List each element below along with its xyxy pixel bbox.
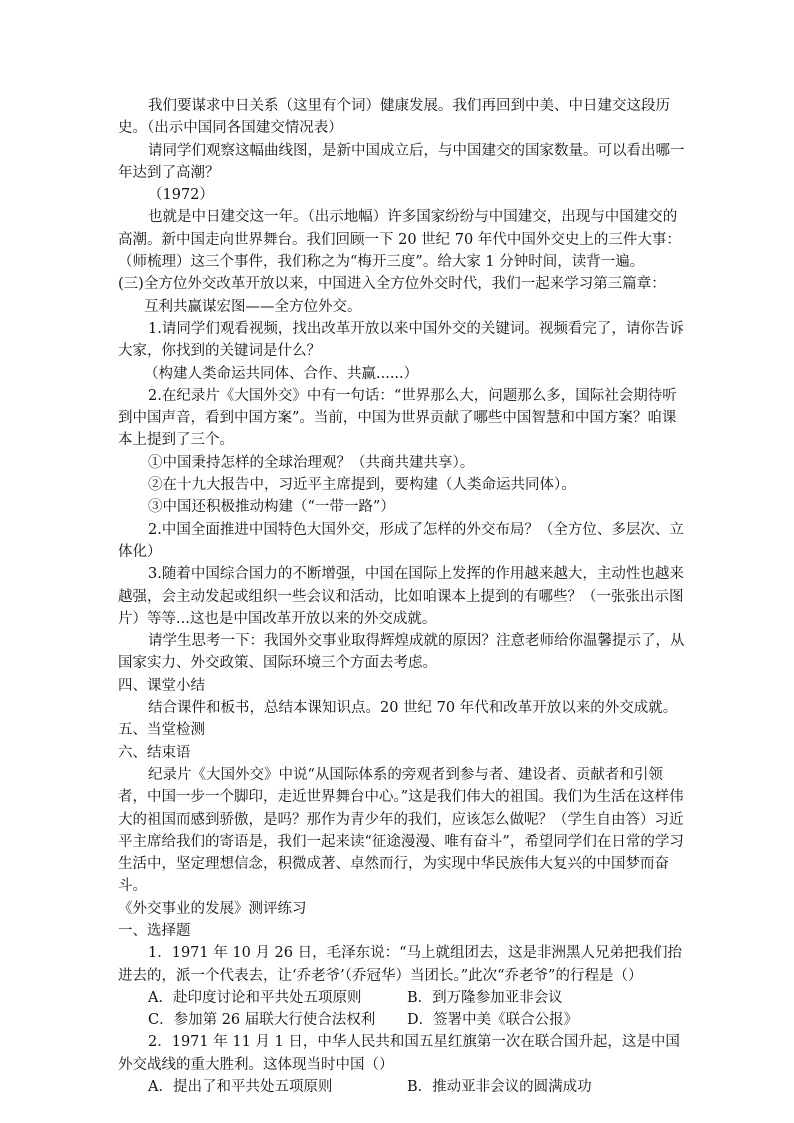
paragraph: 请同学们观察这幅曲线图，是新中国成立后，与中国建交的国家数量。可以看出哪一年达到了高潮？ (118, 142, 685, 181)
paragraph: （构建人类命运共同体、合作、共赢......） (144, 365, 419, 382)
option-d: D．签署中美《联合公报》 (407, 1012, 579, 1029)
paragraph: 2.在纪录片《大国外交》中有一句话：“世界那么大，问题那么多，国际社会期待听到中国声音，看到中国方案”。当前，中国为世界贡献了哪些中国智慧和中国方案？咱课本上提到了三个。 (118, 387, 677, 449)
paragraph: 也就是中日建交这一年。（出示地幅）许多国家纷纷与中国建交，出现与中国建交的高潮。新中国走向世界舞台。我们回顾一下 20 世纪 70 年代中国外交史上的三件大事：（师梳理）这三个事件，我们称之为“梅开三度”。给大家 1 分钟时间，读背一遍。 (118, 209, 681, 271)
paragraph: 我们要谋求中日关系（这里有个词）健康发展。我们再回到中美、中日建交这段历史。（出示中国同各国建交情况表） (118, 98, 670, 137)
option-row (118, 1076, 686, 1098)
option-b: B．推动亚非会议的圆满成功 (407, 1079, 592, 1096)
paragraph: 请学生思考一下：我国外交事业取得辉煌成就的原因？注意老师给你温馨提示了，从国家实力、外交政策、国际环境三个方面去考虑。 (118, 633, 685, 672)
paragraph: 结合课件和板书，总结本课知识点。20 世纪 70 年代和改革开放以来的外交成就。五、当堂检测 (118, 700, 678, 739)
paragraph: 互利共赢谋宏图——全方位外交。 (144, 298, 362, 315)
option-a: A．赴印度讨论和平共处五项原则 (148, 989, 362, 1006)
option-c: C．参加第 26 届联大行使合法权利 (148, 1012, 376, 1029)
document-body (118, 95, 686, 1098)
section-heading: 四、课堂小结 (118, 677, 205, 694)
question: 2．1971 年 11 月 1 日，中华人民共和国五星红旗第一次在联合国升起，这是中国外交战线的重大胜利。这体现当时中国（） (118, 1034, 680, 1073)
option-b: B．到万隆参加亚非会议 (407, 989, 563, 1006)
option-row (118, 1009, 686, 1031)
paragraph: ①中国秉持怎样的全球治理观？（共商共建共享）。 (148, 454, 475, 471)
section-heading: 一、选择题 (118, 922, 191, 939)
option-a: A．提出了和平共处五项原则 (148, 1079, 333, 1096)
section-heading: 六、结束语 (118, 744, 191, 761)
paragraph: ②在十九大报告中，习近平主席提到，要构建（人类命运共同体）。 (148, 477, 576, 494)
paragraph: 1.请同学们观看视频，找出改革开放以来中国外交的关键词。视频看完了，请你告诉大家，你找到的关键词是什么？ (118, 320, 684, 360)
question: 1．1971 年 10 月 26 日，毛泽东说：“马上就组团去，这是非洲黑人兄弟把我们抬进去的，派一个代表去，让‘乔老爷’（乔冠华）当团长。”此次“乔老爷”的行程是（） (118, 945, 682, 984)
paragraph: ③中国还积极推动构建（“一带一路”） (148, 499, 395, 516)
paragraph: 2.中国全面推进中国特色大国外交，形成了怎样的外交布局？（全方位、多层次、立体化） (118, 521, 684, 560)
quiz-title: 《外交事业的发展》测评练习 (118, 900, 307, 917)
paragraph: 纪录片《大国外交》中说“从国际体系的旁观者到参与者、建设者、贡献者和引领者，中国一步一个脚印，走近世界舞台中心。”这是我们伟大的祖国。我们为生活在这样伟大的祖国而感到骄傲，是吗？那作为青少年的我们，应该怎么做呢？（学生自由答）习近平主席给我们的寄语是，我们一起来读“征途漫漫、唯有奋斗”，希望同学们在日常的学习生活中，坚定理想信念，积微成著、卓然而行，为实现中华民族伟大复兴的中国梦而奋斗。 (118, 766, 684, 895)
paragraph: 3.随着中国综合国力的不断增强，中国在国际上发挥的作用越来越大，主动性也越来越强，会主动发起或组织一些会议和活动，比如咱课本上提到的有哪些？（一张张出示图片）等等...这也是中国改革开放以来的外交成就。 (118, 566, 684, 627)
section-heading: (三)全方位外交改革开放以来，中国进入全方位外交时代，我们一起来学习第三篇章： (118, 276, 666, 293)
option-row (118, 987, 686, 1009)
paragraph: （1972） (148, 187, 214, 204)
